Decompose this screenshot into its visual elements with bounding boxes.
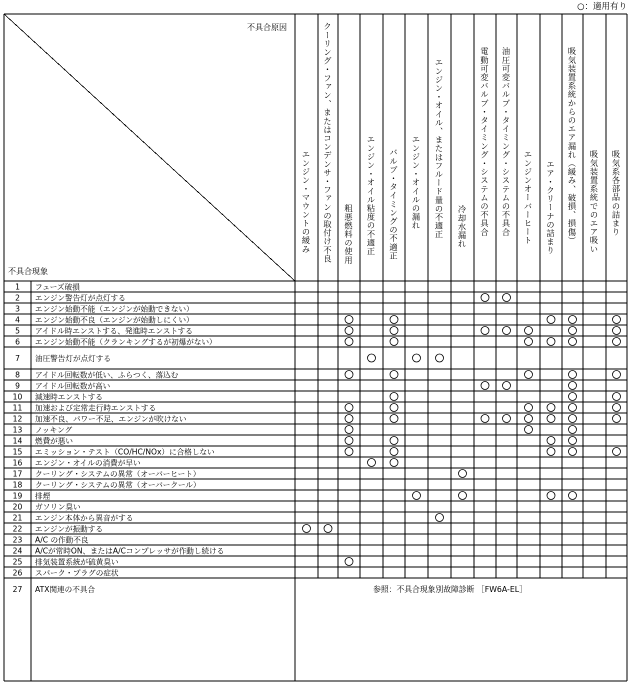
applicable-mark <box>569 404 577 412</box>
applicable-mark <box>345 448 353 456</box>
applicable-mark <box>390 448 398 456</box>
symptom-text: エンジンが振動する <box>35 524 103 534</box>
applicable-mark <box>324 525 332 533</box>
symptom-text: 加速不良、パワー不足、エンジンが吹けない <box>35 414 187 424</box>
applicable-mark <box>345 316 353 324</box>
applicable-mark <box>345 404 353 412</box>
symptom-number: 5 <box>15 326 20 336</box>
symptom-number: 17 <box>12 469 23 479</box>
symptom-number: 7 <box>15 354 20 363</box>
symptom-number: 4 <box>15 315 20 325</box>
applicable-mark <box>503 327 511 335</box>
symptom-text: ガソリン臭い <box>35 502 81 512</box>
applicable-mark <box>569 371 577 379</box>
applicable-mark <box>368 354 376 362</box>
applicable-mark <box>569 415 577 423</box>
applicable-mark <box>413 354 421 362</box>
applicable-mark <box>569 327 577 335</box>
applicable-mark <box>613 404 621 412</box>
symptom-number: 25 <box>12 557 23 567</box>
symptom-number: 14 <box>12 436 23 446</box>
symptom-text: 油圧警告灯が点灯する <box>35 354 111 363</box>
applicable-mark <box>525 404 533 412</box>
symptom-number: 26 <box>12 568 23 578</box>
cause-header-6: エンジン・オイルの漏れ <box>411 135 422 230</box>
cause-header-2: クーリング・ファン、またはコンデンサ・ファンの取付け不良 <box>323 22 333 263</box>
symptom-text: A/Cが常時ON、またはA/Cコンプレッサが作動し続ける <box>35 546 225 556</box>
symptom-text: エンジン・オイルの消費が早い <box>35 458 141 468</box>
symptom-number: 8 <box>15 370 20 380</box>
symptom-text: エミッション・テスト（CO/HC/NOx）に合格しない <box>35 447 215 457</box>
applicable-mark <box>547 415 555 423</box>
applicable-mark <box>390 316 398 324</box>
cause-header-3: 粗悪燃料の使用 <box>344 204 354 265</box>
symptom-number: 23 <box>12 535 23 545</box>
symptom-number: 11 <box>12 403 23 413</box>
applicable-mark <box>547 492 555 500</box>
applicable-mark <box>613 338 621 346</box>
applicable-mark <box>525 338 533 346</box>
applicable-mark <box>613 327 621 335</box>
symptom-text: A/C の作動不良 <box>35 535 89 545</box>
applicable-mark <box>525 415 533 423</box>
applicable-mark <box>569 437 577 445</box>
symptom-number: 22 <box>12 524 23 534</box>
symptom-number: 24 <box>12 546 23 556</box>
applicable-mark <box>303 525 311 533</box>
applicable-mark <box>436 354 444 362</box>
symptom-text: エンジン始動不能（エンジンが始動できない） <box>35 304 194 314</box>
applicable-mark <box>459 470 467 478</box>
applicable-mark <box>569 316 577 324</box>
symptom-number: 27 <box>12 585 23 594</box>
applicable-mark <box>390 404 398 412</box>
cause-header-7: エンジン・オイル、またはフルード量の不適正 <box>434 58 445 239</box>
applicable-mark <box>569 382 577 390</box>
symptom-number: 15 <box>12 447 23 457</box>
legend-applicable: ○：適用有り <box>577 2 627 12</box>
symptom-number: 6 <box>15 337 20 347</box>
symptom-text: クーリング・システムの異常（オーバーヒート） <box>35 469 201 479</box>
applicable-mark <box>613 316 621 324</box>
cause-header-10: 油圧可変バルブ・タイミング・システムの不具合 <box>501 47 512 237</box>
cause-header-12: エア・クリーナの詰まり <box>546 160 556 255</box>
symptom-text: エンジン始動不良（エンジンが始動しにくい） <box>35 315 194 325</box>
cause-header-1: エンジン・マウントの緩み <box>301 150 312 254</box>
applicable-mark <box>613 448 621 456</box>
applicable-mark <box>390 393 398 401</box>
symptom-text: エンジン本体から異音がする <box>35 513 134 523</box>
applicable-mark <box>613 371 621 379</box>
symptom-text: 排気装置系統が硫黄臭い <box>35 557 119 567</box>
symptom-text: ノッキング <box>35 425 73 435</box>
symptom-number: 9 <box>15 381 20 391</box>
corner-symptom-label: 不具合現象 <box>8 267 48 276</box>
applicable-mark <box>503 294 511 302</box>
applicable-mark <box>613 415 621 423</box>
applicable-mark <box>547 437 555 445</box>
symptom-text: アイドル時エンストする、発進時エンストする <box>35 326 193 336</box>
cause-header-9: 電動可変バルブ・タイミング・システムの不具合 <box>480 47 490 237</box>
applicable-mark <box>459 492 467 500</box>
applicable-mark <box>390 371 398 379</box>
applicable-mark <box>569 492 577 500</box>
applicable-mark <box>569 393 577 401</box>
symptom-number: 20 <box>12 502 23 512</box>
applicable-mark <box>503 415 511 423</box>
applicable-mark <box>503 382 511 390</box>
applicable-mark <box>345 415 353 423</box>
symptom-text: 減速時エンストする <box>35 392 103 402</box>
symptom-text: アイドル回転数が高い <box>35 381 111 391</box>
symptom-number: 21 <box>12 513 23 523</box>
reference-note: 参照：不具合現象別故障診断 ［FW6A-EL］ <box>373 585 527 594</box>
symptom-number: 16 <box>12 458 23 468</box>
symptom-number: 13 <box>12 425 23 435</box>
cause-header-5: バルブ・タイミングの不適正 <box>389 148 399 260</box>
symptom-text: クーリング・システムの異常（オーバークール） <box>35 480 201 490</box>
applicable-mark <box>569 338 577 346</box>
applicable-mark <box>345 327 353 335</box>
applicable-mark <box>481 382 489 390</box>
applicable-mark <box>345 338 353 346</box>
applicable-mark <box>525 327 533 335</box>
applicable-mark <box>569 448 577 456</box>
applicable-mark <box>613 393 621 401</box>
applicable-mark <box>547 338 555 346</box>
symptom-text: アイドル回転数が低い、ふらつく、落込む <box>35 370 179 380</box>
applicable-mark <box>525 371 533 379</box>
corner-cause-label: 不具合原因 <box>247 23 287 32</box>
cause-header-13: 吸気装置系統からのエア漏れ（緩み、破損、損傷） <box>567 47 578 245</box>
applicable-mark <box>390 327 398 335</box>
applicable-mark <box>368 459 376 467</box>
applicable-mark <box>345 371 353 379</box>
applicable-mark <box>390 437 398 445</box>
applicable-mark <box>547 404 555 412</box>
symptom-text: エンジン警告灯が点灯する <box>35 293 126 303</box>
cause-header-8: 冷却水漏れ <box>457 205 468 248</box>
symptom-text: エンジン始動不能（クランキングするが初爆がない） <box>35 337 217 347</box>
applicable-mark <box>481 327 489 335</box>
applicable-mark <box>390 338 398 346</box>
applicable-mark <box>525 426 533 434</box>
applicable-mark <box>481 294 489 302</box>
symptom-text: ATX関連の不具合 <box>35 585 96 594</box>
applicable-mark <box>345 437 353 445</box>
symptom-text: スパーク・プラグの症状 <box>35 568 119 578</box>
symptom-number: 12 <box>12 414 23 424</box>
symptom-number: 19 <box>12 491 23 501</box>
symptom-number: 18 <box>12 480 23 490</box>
applicable-mark <box>345 558 353 566</box>
symptom-text: フューズ破損 <box>35 282 80 292</box>
symptom-number: 3 <box>15 304 20 314</box>
symptom-number: 10 <box>12 392 23 402</box>
applicable-mark <box>390 459 398 467</box>
symptom-number: 1 <box>15 282 20 292</box>
applicable-mark <box>481 415 489 423</box>
applicable-mark <box>390 415 398 423</box>
symptom-text: 燃費が悪い <box>35 436 73 446</box>
applicable-mark <box>547 316 555 324</box>
cause-header-15: 吸気系各部品の詰まり <box>611 150 622 236</box>
cause-header-4: エンジン・オイル粘度の不適正 <box>366 135 377 256</box>
symptom-number: 2 <box>15 293 20 303</box>
symptom-text: 排煙 <box>35 491 51 501</box>
applicable-mark <box>569 426 577 434</box>
applicable-mark <box>547 448 555 456</box>
symptom-text: 加速および定常走行時エンストする <box>35 403 157 413</box>
cause-header-14: 吸気装置系統でのエア吸い <box>589 150 600 254</box>
applicable-mark <box>345 426 353 434</box>
applicable-mark <box>413 492 421 500</box>
applicable-mark <box>436 514 444 522</box>
cause-header-11: エンジンオーバーヒート <box>523 150 534 245</box>
